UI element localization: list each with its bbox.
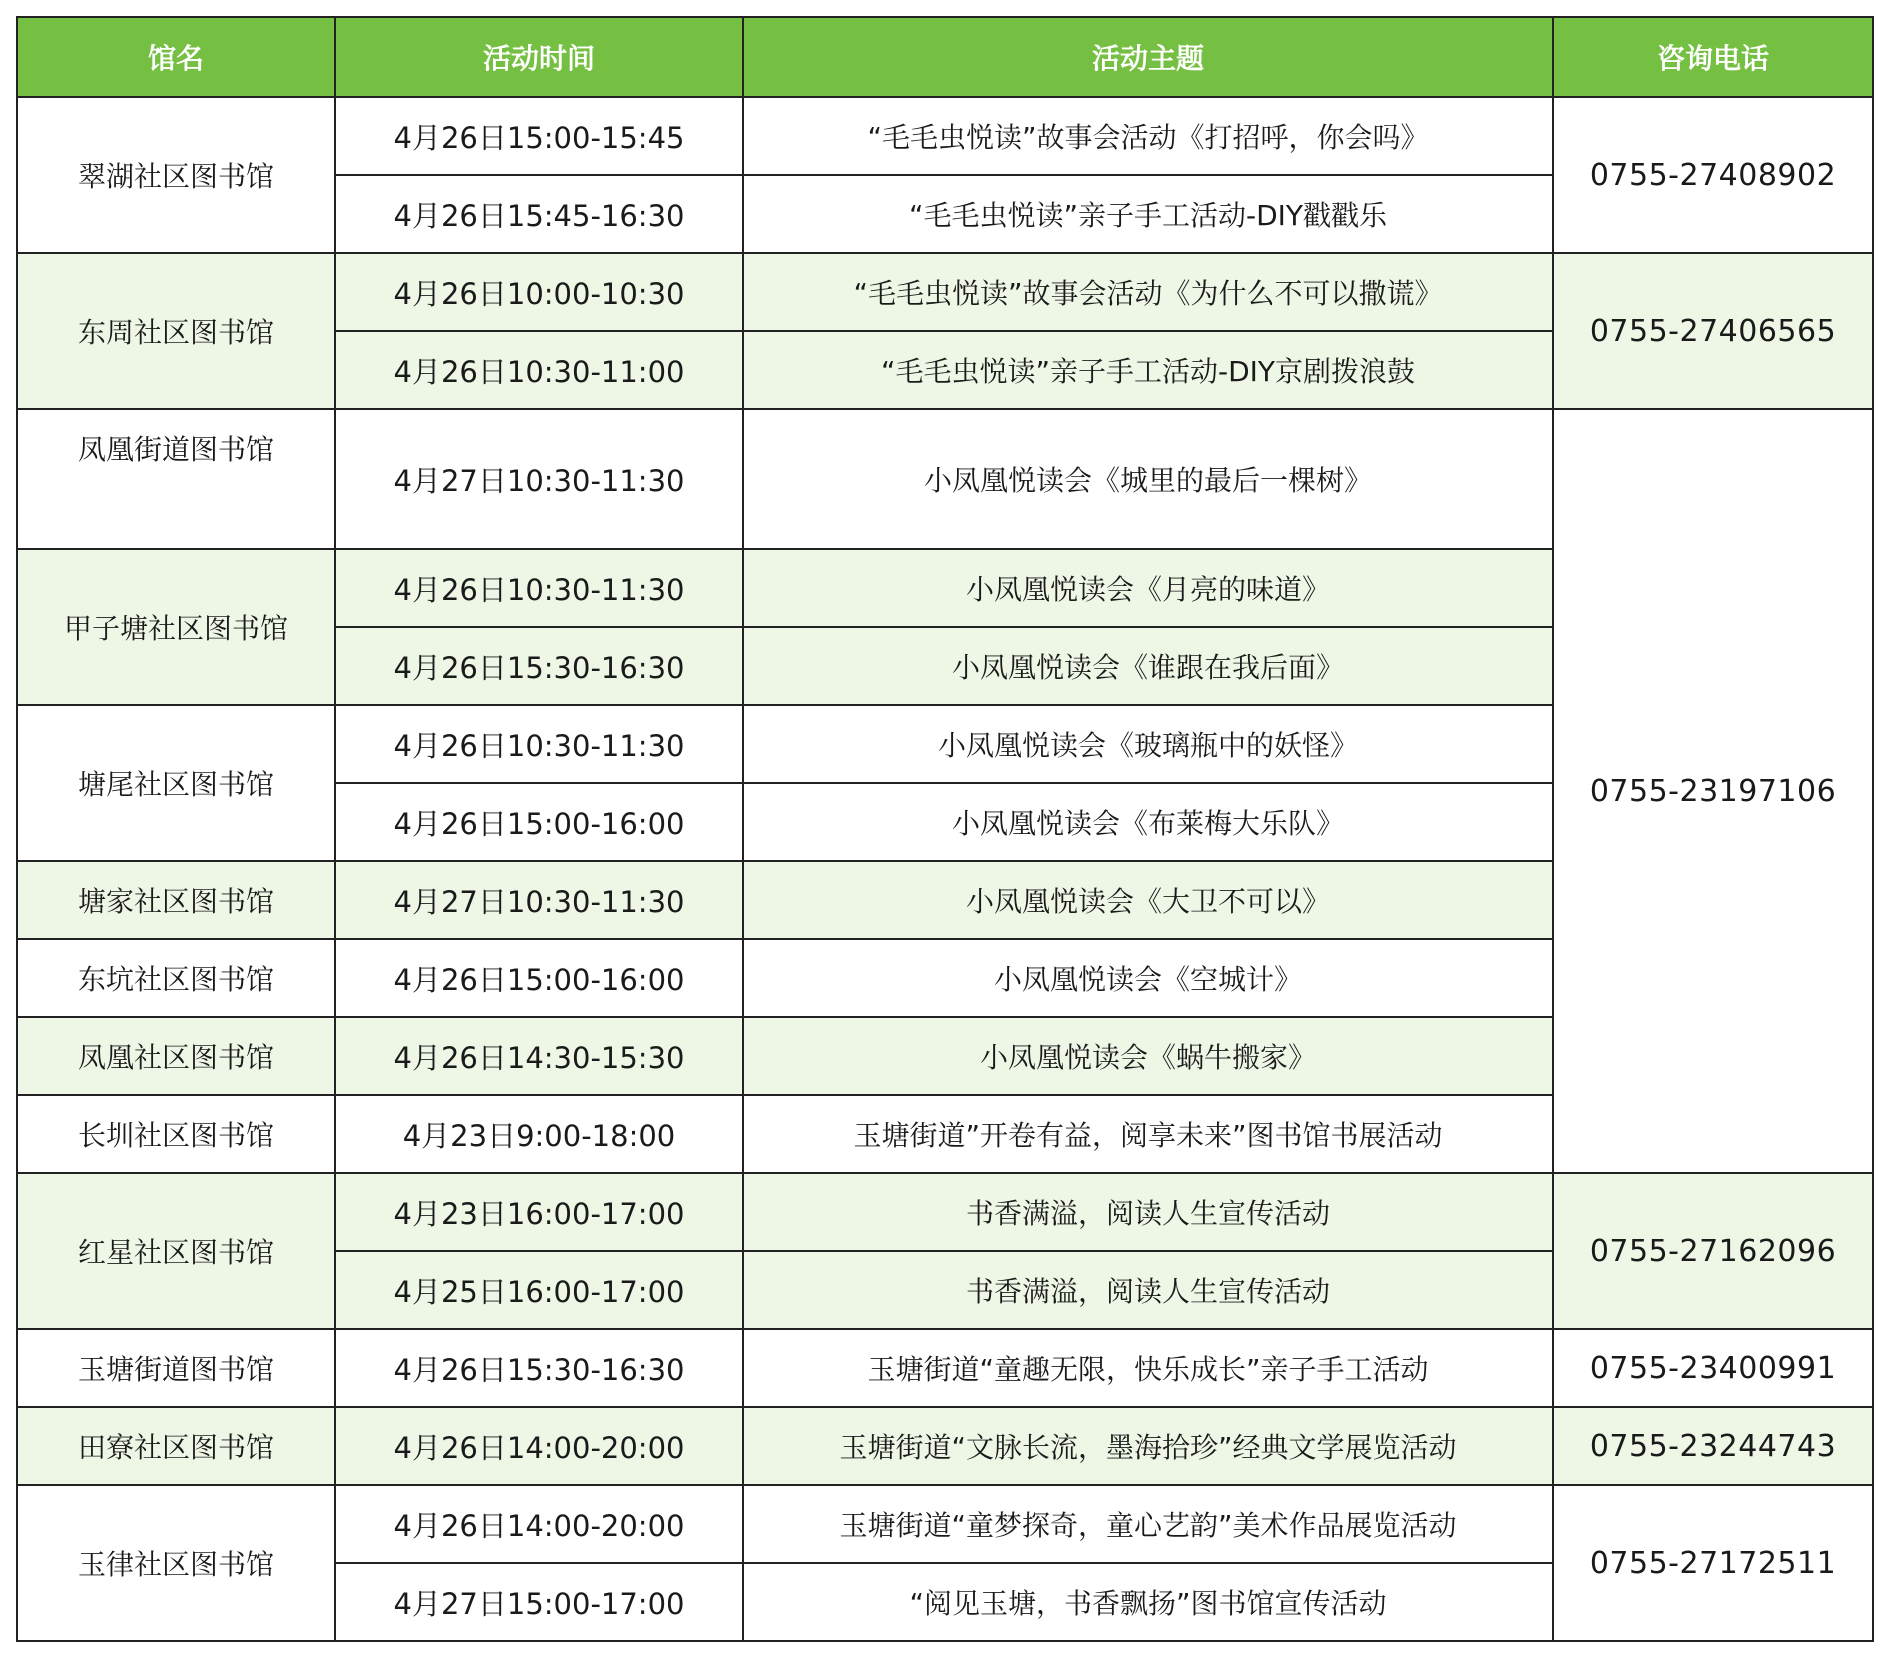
library-name: 甲子塘社区图书馆 <box>17 549 335 705</box>
event-time: 4月26日14:00-20:00 <box>335 1485 743 1563</box>
header-time: 活动时间 <box>335 17 743 97</box>
event-time: 4月27日10:30-11:30 <box>335 861 743 939</box>
event-topic: 小凤凰悦读会《月亮的味道》 <box>743 549 1553 627</box>
event-topic: 书香满溢，阅读人生宣传活动 <box>743 1173 1553 1251</box>
library-name: 翠湖社区图书馆 <box>17 97 335 253</box>
event-time: 4月26日15:30-16:30 <box>335 1329 743 1407</box>
event-topic: 小凤凰悦读会《空城计》 <box>743 939 1553 1017</box>
event-topic: “毛毛虫悦读”亲子手工活动-DIY京剧拨浪鼓 <box>743 331 1553 409</box>
event-topic: 小凤凰悦读会《大卫不可以》 <box>743 861 1553 939</box>
contact-phone: 0755-27172511 <box>1553 1485 1873 1641</box>
event-time: 4月26日15:00-16:00 <box>335 783 743 861</box>
event-time: 4月26日10:30-11:00 <box>335 331 743 409</box>
event-topic: 小凤凰悦读会《布莱梅大乐队》 <box>743 783 1553 861</box>
event-topic: 玉塘街道”开卷有益，阅享未来”图书馆书展活动 <box>743 1095 1553 1173</box>
table-row <box>17 1485 1873 1563</box>
event-topic: “毛毛虫悦读”故事会活动《为什么不可以撒谎》 <box>743 253 1553 331</box>
table-row <box>17 253 1873 331</box>
header-row <box>17 17 1873 97</box>
library-name: 东周社区图书馆 <box>17 253 335 409</box>
table-row <box>17 1329 1873 1407</box>
header-topic: 活动主题 <box>743 17 1553 97</box>
library-name: 玉塘街道图书馆 <box>17 1329 335 1407</box>
event-time: 4月26日10:00-10:30 <box>335 253 743 331</box>
table-row <box>17 97 1873 175</box>
event-time: 4月26日15:45-16:30 <box>335 175 743 253</box>
event-time: 4月27日15:00-17:00 <box>335 1563 743 1641</box>
event-time: 4月23日16:00-17:00 <box>335 1173 743 1251</box>
event-time: 4月26日10:30-11:30 <box>335 549 743 627</box>
event-topic: 玉塘街道“童趣无限，快乐成长”亲子手工活动 <box>743 1329 1553 1407</box>
library-name: 红星社区图书馆 <box>17 1173 335 1329</box>
contact-phone: 0755-27162096 <box>1553 1173 1873 1329</box>
library-name: 凤凰社区图书馆 <box>17 1017 335 1095</box>
event-topic: “毛毛虫悦读”故事会活动《打招呼，你会吗》 <box>743 97 1553 175</box>
library-name: 塘尾社区图书馆 <box>17 705 335 861</box>
header-phone: 咨询电话 <box>1553 17 1873 97</box>
library-name: 长圳社区图书馆 <box>17 1095 335 1173</box>
event-topic: 书香满溢，阅读人生宣传活动 <box>743 1251 1553 1329</box>
event-topic: 小凤凰悦读会《玻璃瓶中的妖怪》 <box>743 705 1553 783</box>
library-name: 田寮社区图书馆 <box>17 1407 335 1485</box>
table-row <box>17 1173 1873 1251</box>
event-topic: 玉塘街道“文脉长流，墨海拾珍”经典文学展览活动 <box>743 1407 1553 1485</box>
contact-phone: 0755-27408902 <box>1553 97 1873 253</box>
event-topic: 小凤凰悦读会《蜗牛搬家》 <box>743 1017 1553 1095</box>
event-topic: “阅见玉塘，书香飘扬”图书馆宣传活动 <box>743 1563 1553 1641</box>
event-time: 4月26日15:00-15:45 <box>335 97 743 175</box>
contact-phone: 0755-23244743 <box>1553 1407 1873 1485</box>
event-time: 4月26日14:30-15:30 <box>335 1017 743 1095</box>
event-time: 4月27日10:30-11:30 <box>335 409 743 549</box>
contact-phone: 0755-27406565 <box>1553 253 1873 409</box>
event-topic: 小凤凰悦读会《谁跟在我后面》 <box>743 627 1553 705</box>
event-time: 4月25日16:00-17:00 <box>335 1251 743 1329</box>
contact-phone: 0755-23400991 <box>1553 1329 1873 1407</box>
table-row <box>17 1407 1873 1485</box>
header-library: 馆名 <box>17 17 335 97</box>
event-topic: 玉塘街道“童梦探奇，童心艺韵”美术作品展览活动 <box>743 1485 1553 1563</box>
event-time: 4月26日15:00-16:00 <box>335 939 743 1017</box>
library-name: 东坑社区图书馆 <box>17 939 335 1017</box>
event-time: 4月26日15:30-16:30 <box>335 627 743 705</box>
library-name: 塘家社区图书馆 <box>17 861 335 939</box>
activity-schedule-table <box>16 16 1874 1642</box>
event-time: 4月26日14:00-20:00 <box>335 1407 743 1485</box>
event-topic: “毛毛虫悦读”亲子手工活动-DIY戳戳乐 <box>743 175 1553 253</box>
event-topic: 小凤凰悦读会《城里的最后一棵树》 <box>743 409 1553 549</box>
event-time: 4月26日10:30-11:30 <box>335 705 743 783</box>
event-time: 4月23日9:00-18:00 <box>335 1095 743 1173</box>
table-header <box>17 17 1873 97</box>
contact-phone: 0755-23197106 <box>1553 409 1873 1173</box>
library-name: 玉律社区图书馆 <box>17 1485 335 1641</box>
table-row <box>17 409 1873 549</box>
table-body <box>17 97 1873 1641</box>
library-name: 凤凰街道图书馆 <box>17 409 335 549</box>
